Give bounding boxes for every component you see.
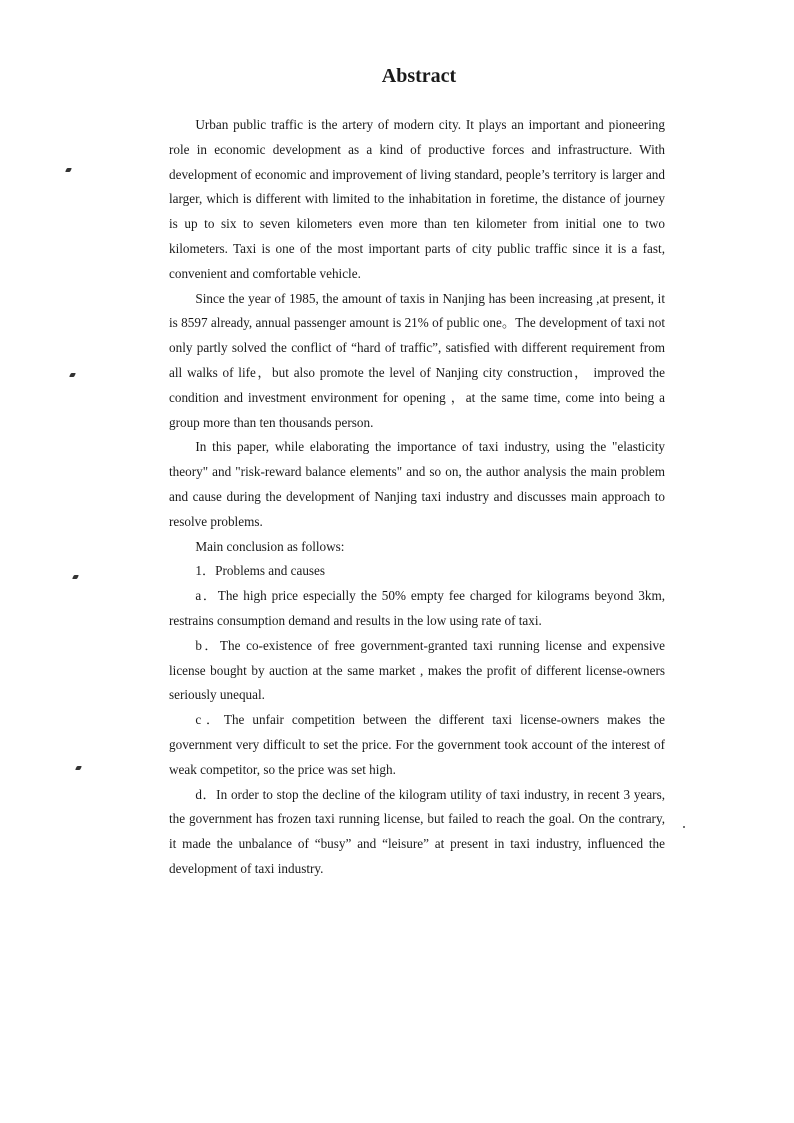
scan-mark bbox=[69, 373, 76, 377]
abstract-body bbox=[169, 113, 665, 882]
page-title: Abstract bbox=[381, 65, 457, 87]
paragraph-item-a: a．The high price especially the 50% empty fee charged for kilograms beyond 3km, restrains consumption demand and results in the low using rate of taxi. bbox=[169, 588, 665, 628]
scan-mark bbox=[72, 575, 79, 579]
paragraph-item-b: b．The co-existence of free government-granted taxi running license and expensive license bought by auction at the same market , makes the profit of different license-owners seriously unequal. bbox=[169, 637, 665, 703]
paragraph-2: Since the year of 1985, the amount of taxis in Nanjing has been increasing ,at present, it is 8597 already, annual passenger amount is 21% of public one。The development of taxi not only partly solved the conflict of “hard of traffic”, satisfied with different requirement from all walks of life，but also promote the level of Nanjing city construction， improved the condition and investment environment for opening ，at the same time, come into being a group more than ten thousands person. bbox=[169, 290, 665, 430]
paragraph-conclusion-intro: Main conclusion as follows: bbox=[195, 538, 345, 554]
paragraph-item-d: d．In order to stop the decline of the kilogram utility of taxi industry, in recent 3 years, the government has frozen taxi running license, but failed to reach the goal. On the contrary, it made the unbalance of “busy” and “leisure” at present in taxi industry, influenced the development of taxi industry. bbox=[169, 786, 665, 876]
scan-dot bbox=[683, 826, 685, 828]
paragraph-1: Urban public traffic is the artery of modern city. It plays an important and pioneering role in economic development as a kind of productive forces and infrastructure. With development of economic and improvement of living standard, people’s territory is larger and larger, which is different with limited to the inhabitation in foretime, the distance of journey is up to six to seven kilometers even more than ten kilometer from initial one to two kilometers. Taxi is one of the most important parts of city public traffic since it is a fast, convenient and comfortable vehicle. bbox=[169, 117, 665, 281]
paragraph-item-c: c．The unfair competition between the different taxi license-owners makes the government very difficult to set the price. For the government took account of the interest of weak competitor, so the price was set high. bbox=[169, 712, 665, 777]
scan-mark bbox=[65, 168, 72, 172]
scan-mark bbox=[75, 766, 82, 770]
paragraph-problems-heading: 1．Problems and causes bbox=[195, 563, 326, 579]
paragraph-3: In this paper, while elaborating the importance of taxi industry, using the "elasticity theory" and "risk-reward balance elements" and so on, the author analysis the main problem and cause during the development of Nanjing taxi industry and discusses main approach to resolve problems. bbox=[169, 439, 665, 529]
